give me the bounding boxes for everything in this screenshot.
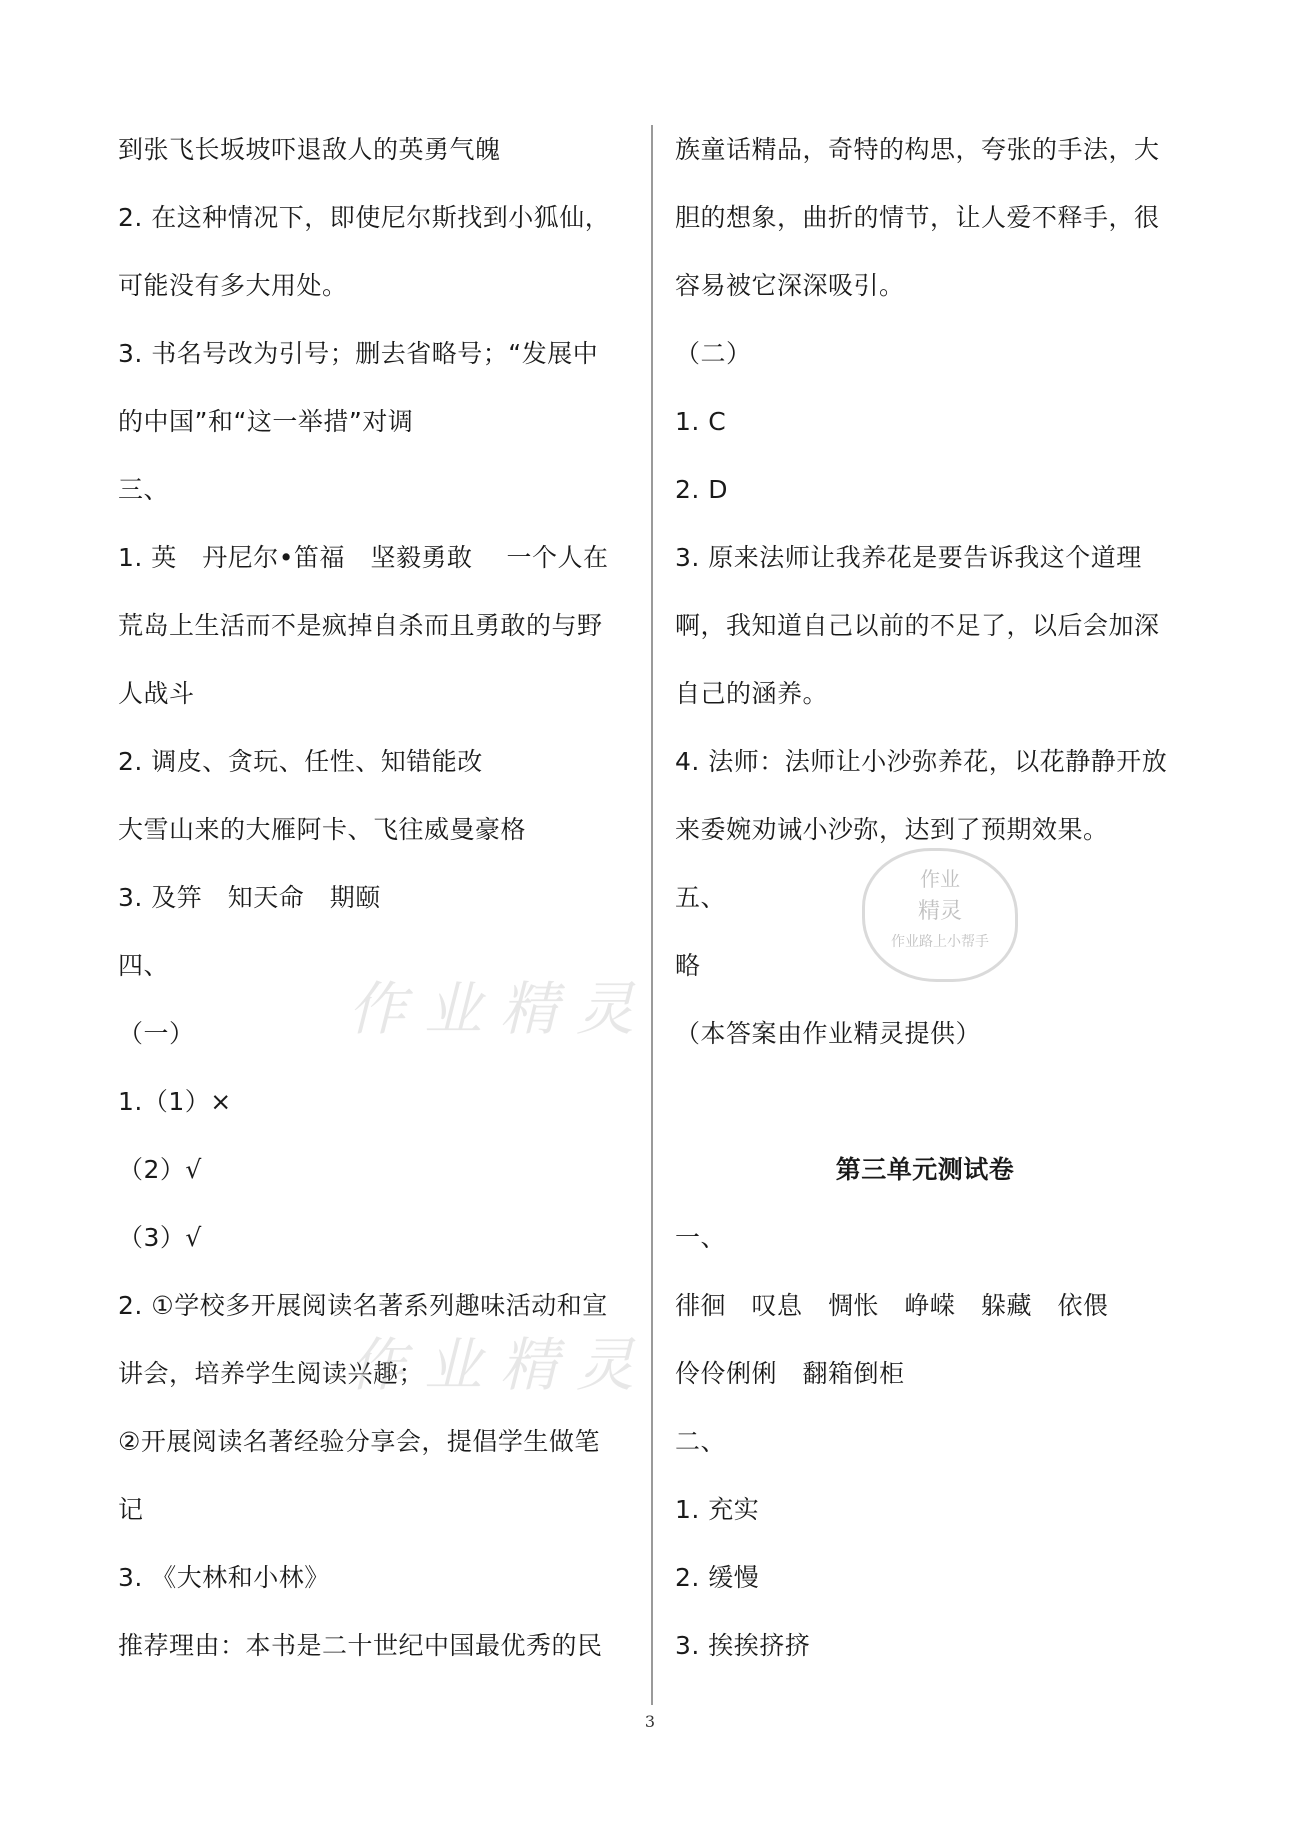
answer-line: 3. 挨挨挤挤 — [675, 1631, 811, 1660]
answer-line: 2. 调皮、贪玩、任性、知错能改 — [118, 747, 483, 776]
answer-line: 略 — [675, 951, 701, 980]
answer-line: （本答案由作业精灵提供） — [675, 1019, 982, 1048]
answer-line: 推荐理由：本书是二十世纪中国最优秀的民 — [118, 1631, 603, 1660]
answer-line: 一、 — [675, 1223, 727, 1252]
column-divider — [651, 125, 653, 1705]
answer-line: 2. 缓慢 — [675, 1563, 760, 1592]
left-column — [118, 130, 638, 1694]
stamp-line: 作业路上小帮手 — [891, 934, 989, 950]
answer-line: 胆的想象，曲折的情节，让人爱不释手，很 — [675, 203, 1160, 232]
answer-line: 荒岛上生活而不是疯掉自杀而且勇敢的与野 — [118, 611, 603, 640]
answer-line: 人战斗 — [118, 679, 195, 708]
answer-line: 族童话精品，奇特的构思，夸张的手法，大 — [675, 135, 1160, 164]
answer-line: 3. 及笄 知天命 期颐 — [118, 883, 381, 912]
answer-line: 来委婉劝诫小沙弥，达到了预期效果。 — [675, 815, 1109, 844]
answer-line: 容易被它深深吸引。 — [675, 271, 905, 300]
answer-line — [675, 1082, 1195, 1150]
answer-line: 3. 原来法师让我养花是要告诉我这个道理 — [675, 543, 1142, 572]
answer-line: 2. ①学校多开展阅读名著系列趣味活动和宣 — [118, 1291, 608, 1320]
stamp-line: 作业 — [920, 867, 960, 891]
answer-line: 1. C — [675, 407, 727, 436]
answer-line: （二） — [675, 339, 752, 368]
answer-line: ②开展阅读名著经验分享会，提倡学生做笔 — [118, 1427, 600, 1456]
answer-line: 三、 — [118, 475, 170, 504]
answer-line: 自己的涵养。 — [675, 679, 829, 708]
answer-line: 1. 充实 — [675, 1495, 760, 1524]
answer-line: 二、 — [675, 1427, 727, 1456]
watermark-stamp — [862, 848, 1018, 982]
answer-line: 伶伶俐俐 翻箱倒柜 — [675, 1359, 905, 1388]
answer-line: 五、 — [675, 883, 727, 912]
answer-line: 四、 — [118, 951, 170, 980]
answer-line: 3. 《大林和小林》 — [118, 1563, 330, 1592]
watermark-text: 作业精灵 — [348, 975, 653, 1043]
answer-line: 讲会，培养学生阅读兴趣； — [118, 1359, 425, 1388]
answer-line: 大雪山来的大雁阿卡、飞往威曼豪格 — [118, 815, 527, 844]
answer-line: （2）√ — [118, 1155, 202, 1184]
answer-line: 2. D — [675, 475, 729, 504]
answer-line: 3. 书名号改为引号；删去省略号；“发展中 — [118, 339, 599, 368]
page-number: 3 — [644, 1712, 656, 1731]
answer-line: 啊，我知道自己以前的不足了，以后会加深 — [675, 611, 1160, 640]
answer-line: 到张飞长坂坡吓退敌人的英勇气魄 — [118, 135, 501, 164]
section-title: 第三单元测试卷 — [835, 1155, 1015, 1184]
watermark-text: 作业精灵 — [348, 1331, 653, 1399]
answer-line: 2. 在这种情况下，即使尼尔斯找到小狐仙， — [118, 203, 611, 232]
answer-line: 可能没有多大用处。 — [118, 271, 348, 300]
answer-line: 4. 法师：法师让小沙弥养花，以花静静开放 — [675, 747, 1168, 776]
stamp-line: 精灵 — [917, 899, 962, 924]
answer-line: 记 — [118, 1495, 144, 1524]
answer-line: 的中国”和“这一举措”对调 — [118, 407, 414, 436]
answer-line: 1. 英 丹尼尔•笛福 坚毅勇敢 一个人在 — [118, 543, 609, 572]
answer-line: （3）√ — [118, 1223, 202, 1252]
answer-line: （一） — [118, 1019, 195, 1048]
answer-line: 徘徊 叹息 惆怅 峥嵘 躲藏 依偎 — [675, 1291, 1109, 1320]
answer-line: 1.（1）× — [118, 1087, 232, 1116]
